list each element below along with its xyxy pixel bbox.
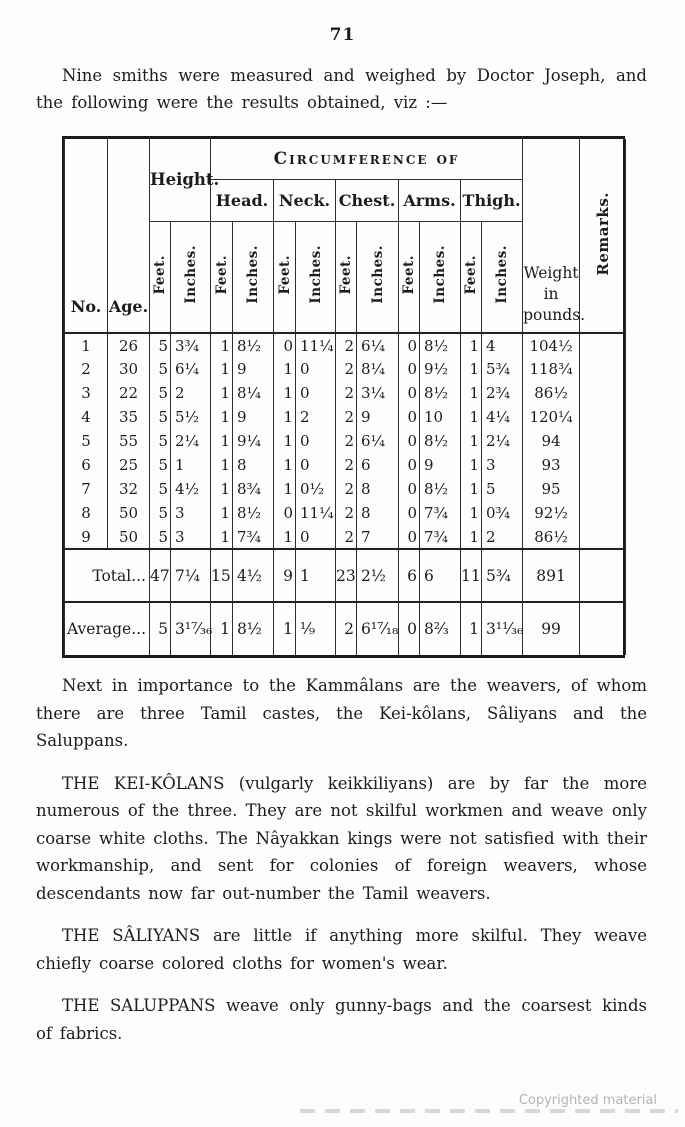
table-cell: 2¼ (171, 429, 211, 453)
table-cell: 6 (399, 549, 420, 602)
col-header-thigh: Thigh. (461, 179, 523, 221)
table-cell: 5¾ (482, 357, 523, 381)
table-cell: 3¼ (357, 381, 399, 405)
table-cell: 9 (274, 549, 296, 602)
feet-label: Feet. (338, 255, 355, 295)
col-header-neck-feet (274, 221, 296, 333)
table-cell: 2 (336, 405, 357, 429)
table-cell: 6¼ (357, 429, 399, 453)
table-cell: 11¼ (296, 501, 336, 525)
col-header-thigh-inches (482, 221, 523, 333)
table-cell: 50 (108, 525, 150, 549)
table-cell: 0 (274, 333, 296, 357)
col-header-neck-inches (296, 221, 336, 333)
table-cell: 1 (274, 453, 296, 477)
table-cell: 2½ (357, 549, 399, 602)
table-cell: 8½ (233, 602, 274, 655)
table-cell: 1 (461, 602, 482, 655)
table-cell: 8²⁄₃ (420, 602, 461, 655)
remarks-cell (580, 549, 626, 602)
table-cell: 0 (274, 501, 296, 525)
table-cell: 4½ (171, 477, 211, 501)
col-header-head: Head. (211, 179, 274, 221)
col-header-thigh-feet (461, 221, 482, 333)
remarks-cell (580, 357, 626, 381)
paragraph-saluppans: THE SALUPPANS weave only gunny-bags and the coarsest kinds of fabrics. (36, 996, 647, 1043)
table-cell: 3 (482, 453, 523, 477)
table-cell: 5 (482, 477, 523, 501)
table-cell: 5 (150, 453, 171, 477)
table-cell: 5 (150, 429, 171, 453)
table-cell: 1 (461, 453, 482, 477)
table-header-row-1 (65, 139, 626, 179)
table-cell: 8½ (420, 429, 461, 453)
table-cell: 1 (211, 333, 233, 357)
table-cell: 4 (65, 405, 108, 429)
table-cell: 0 (296, 357, 336, 381)
table-cell: 5 (150, 477, 171, 501)
table-cell: 6 (65, 453, 108, 477)
table-cell: 92½ (523, 501, 580, 525)
inches-label: Inches. (245, 245, 262, 305)
table-cell: 6¼ (171, 357, 211, 381)
table-cell: 8 (233, 453, 274, 477)
table-cell: 7¾ (233, 525, 274, 549)
table-cell: 5 (150, 525, 171, 549)
table-cell: 99 (523, 602, 580, 655)
table-cell: 1 (171, 453, 211, 477)
remarks-cell (580, 453, 626, 477)
table-cell: 2 (336, 381, 357, 405)
table-cell: 120¼ (523, 405, 580, 429)
table-cell: 1 (211, 405, 233, 429)
table-cell: 1 (274, 525, 296, 549)
table-cell: 7¼ (171, 549, 211, 602)
inches-label: Inches. (432, 245, 449, 305)
table-cell: 3 (171, 525, 211, 549)
table-cell: 118¾ (523, 357, 580, 381)
remarks-cell (580, 429, 626, 453)
table-cell: 8 (357, 477, 399, 501)
table-cell: 104½ (523, 333, 580, 357)
table-cell: 55 (108, 429, 150, 453)
table-cell: 47 (150, 549, 171, 602)
total-label: Total... (65, 549, 150, 602)
col-header-chest-feet (336, 221, 357, 333)
remarks-cell (580, 602, 626, 655)
table-cell: 11¼ (296, 333, 336, 357)
table-total-row (65, 549, 626, 602)
paragraph-saliyans: THE SÂLIYANS are little if anything more skilful. They weave chiefly coarse colored cloths for women's wear. (36, 926, 647, 973)
table-cell: 22 (108, 381, 150, 405)
copyright-notice: Copyrighted material (518, 1093, 657, 1108)
paragraph-weavers-intro: Next in importance to the Kammâlans are the weavers, of whom there are three Tamil castes, the Kei-kôlans, Sâliyans and the Saluppans. (36, 676, 647, 750)
table-row (65, 333, 626, 357)
table-cell: 1 (461, 405, 482, 429)
table-cell: 3 (65, 381, 108, 405)
table-cell: 30 (108, 357, 150, 381)
remarks-cell (580, 525, 626, 549)
table-cell: 93 (523, 453, 580, 477)
table-cell: 9¼ (233, 429, 274, 453)
inches-label: Inches. (307, 245, 324, 305)
table-cell: 1 (211, 429, 233, 453)
table-cell: 7 (65, 477, 108, 501)
table-cell: 0 (399, 405, 420, 429)
table-cell: 3¾ (171, 333, 211, 357)
table-cell: 0 (296, 381, 336, 405)
weight-label-line: pounds. (523, 306, 586, 324)
table-cell: 0 (296, 429, 336, 453)
feet-label: Feet. (152, 255, 168, 295)
table-cell: 7¾ (420, 501, 461, 525)
table-row (65, 357, 626, 381)
table-cell: 2¼ (482, 429, 523, 453)
col-header-weight (523, 139, 586, 333)
table-average-row (65, 602, 626, 655)
table-cell: 7 (357, 525, 399, 549)
table-cell: 0 (399, 333, 420, 357)
table-cell: 1 (274, 477, 296, 501)
col-header-arms: Arms. (399, 179, 461, 221)
table-cell: 1 (65, 333, 108, 357)
table-cell: 9½ (420, 357, 461, 381)
col-header-no: No. (65, 139, 108, 333)
paragraph-kei-kolans: THE KEI-KÔLANS (vulgarly keikkiliyans) are by far the more numerous of the three. They are not skilful workmen and weave only coarse white cloths. The Nâyakkan kings were not satisfied with their workmanship, and sent for colonies of foreign weavers, whose descendants now far out-number the Tamil weavers. (36, 773, 647, 903)
table-cell: 5 (150, 405, 171, 429)
table-cell: 9 (357, 405, 399, 429)
table-cell: 5½ (171, 405, 211, 429)
table-cell: 1 (274, 357, 296, 381)
table-cell: 891 (523, 549, 580, 602)
table-row (65, 525, 626, 549)
table-cell: 5 (150, 602, 171, 655)
col-header-age: Age. (108, 139, 150, 333)
table-cell: 2 (336, 453, 357, 477)
table-cell: 2 (336, 429, 357, 453)
table-cell: 8 (357, 501, 399, 525)
page-number: 71 (329, 25, 356, 45)
table-cell: 1 (211, 477, 233, 501)
col-header-arms-inches (420, 221, 461, 333)
table-cell: 0¾ (482, 501, 523, 525)
table-cell: 0 (399, 357, 420, 381)
table-cell: 1 (461, 333, 482, 357)
col-header-head-feet (211, 221, 233, 333)
table-cell: 2 (482, 525, 523, 549)
table-cell: 50 (108, 501, 150, 525)
table-cell: 8½ (233, 333, 274, 357)
table-row (65, 405, 626, 429)
table-cell: 9 (233, 357, 274, 381)
table-cell: 15 (211, 549, 233, 602)
table-cell: 2 (336, 357, 357, 381)
table-cell: 35 (108, 405, 150, 429)
col-header-height: Height. (150, 139, 211, 221)
table-cell: 26 (108, 333, 150, 357)
table-cell: 0 (296, 453, 336, 477)
remarks-cell (580, 381, 626, 405)
col-header-head-inches (233, 221, 274, 333)
table-cell: 1 (211, 525, 233, 549)
table-cell: 2 (336, 525, 357, 549)
table-cell: 0 (399, 429, 420, 453)
table-cell: 86½ (523, 381, 580, 405)
table-cell: 8½ (233, 501, 274, 525)
weight-label-line: in (543, 285, 559, 303)
table-cell: 2 (336, 477, 357, 501)
table-cell: 4 (482, 333, 523, 357)
table-cell: 7¾ (420, 525, 461, 549)
smiths-measurements-table (64, 139, 626, 655)
table-cell: 2 (65, 357, 108, 381)
table-cell: 0 (296, 525, 336, 549)
table-cell: 1 (274, 429, 296, 453)
feet-label: Feet. (401, 255, 418, 295)
table-cell: 1 (274, 405, 296, 429)
table-cell: 1 (461, 429, 482, 453)
table-cell: 0 (399, 381, 420, 405)
table-cell: 1 (461, 357, 482, 381)
table-cell: 1 (461, 525, 482, 549)
table-cell: 8¼ (233, 381, 274, 405)
table-cell: 6 (357, 453, 399, 477)
table-cell: 32 (108, 477, 150, 501)
remarks-cell (580, 405, 626, 429)
table-cell: 94 (523, 429, 580, 453)
table-row (65, 381, 626, 405)
intro-paragraph: Nine smiths were measured and weighed by Doctor Joseph, and the following were the results obtained, viz :— (36, 66, 647, 112)
table-cell: 9 (233, 405, 274, 429)
col-header-circumference: Circumference of (211, 139, 523, 179)
col-header-height-inches (171, 221, 211, 333)
table-cell: 6 (420, 549, 461, 602)
feet-label: Feet. (276, 255, 293, 295)
table-cell: 23 (336, 549, 357, 602)
table-cell: 0½ (296, 477, 336, 501)
table-cell: 25 (108, 453, 150, 477)
table-cell: 1 (296, 549, 336, 602)
table-cell: 1 (461, 381, 482, 405)
table-row (65, 429, 626, 453)
table-cell: 5 (65, 429, 108, 453)
table-cell: 8 (65, 501, 108, 525)
average-label: Average... (65, 602, 150, 655)
table-cell: 1 (211, 357, 233, 381)
table-row (65, 501, 626, 525)
table-cell: 8½ (420, 381, 461, 405)
table-cell: 10 (420, 405, 461, 429)
table-cell: 8½ (420, 333, 461, 357)
table-cell: 95 (523, 477, 580, 501)
inches-label: Inches. (182, 245, 199, 305)
col-header-chest: Chest. (336, 179, 399, 221)
table-cell: 2 (336, 501, 357, 525)
table-cell: 1 (211, 381, 233, 405)
table-cell: 3¹¹⁄₃₆ (482, 602, 523, 655)
table-cell: 2 (336, 602, 357, 655)
table-cell: 9 (65, 525, 108, 549)
table-row (65, 453, 626, 477)
feet-label: Feet. (213, 255, 230, 295)
remarks-cell (580, 477, 626, 501)
table-cell: 9 (420, 453, 461, 477)
table-cell: 5 (150, 381, 171, 405)
table-cell: 86½ (523, 525, 580, 549)
table-cell: 1 (461, 477, 482, 501)
table-cell: 1 (211, 501, 233, 525)
table-cell: 6¹⁷⁄₁₈ (357, 602, 399, 655)
table-cell: 5 (150, 333, 171, 357)
table-cell: 2¾ (482, 381, 523, 405)
remarks-label: Remarks. (593, 191, 612, 276)
remarks-cell (580, 501, 626, 525)
table-cell: 0 (399, 501, 420, 525)
table-cell: 11 (461, 549, 482, 602)
weight-label-line: Weight (523, 264, 579, 282)
table-cell: 8¾ (233, 477, 274, 501)
table-cell: 0 (399, 477, 420, 501)
table-cell: 1 (274, 381, 296, 405)
col-header-remarks (580, 139, 626, 333)
table-cell: 0 (399, 525, 420, 549)
measurements-table-border (62, 136, 625, 658)
table-cell: 5 (150, 357, 171, 381)
table-cell: 6¼ (357, 333, 399, 357)
table-cell: 8¼ (357, 357, 399, 381)
scan-artifact-strip (300, 1109, 678, 1113)
inches-label: Inches. (494, 245, 511, 305)
table-cell: 5 (150, 501, 171, 525)
table-cell: 4½ (233, 549, 274, 602)
table-cell: 2 (171, 381, 211, 405)
table-row (65, 477, 626, 501)
table-cell: 3¹⁷⁄₃₆ (171, 602, 211, 655)
col-header-arms-feet (399, 221, 420, 333)
table-cell: 2 (296, 405, 336, 429)
col-header-chest-inches (357, 221, 399, 333)
col-header-neck: Neck. (274, 179, 336, 221)
table-cell: 1 (274, 602, 296, 655)
table-cell: 4¼ (482, 405, 523, 429)
table-cell: 8½ (420, 477, 461, 501)
table-cell: 2 (336, 333, 357, 357)
feet-label: Feet. (463, 255, 480, 295)
table-cell: 0 (399, 602, 420, 655)
table-cell: 0 (399, 453, 420, 477)
table-cell: ¹⁄₉ (296, 602, 336, 655)
table-cell: 5¾ (482, 549, 523, 602)
table-cell: 1 (211, 602, 233, 655)
remarks-cell (580, 333, 626, 357)
table-cell: 3 (171, 501, 211, 525)
table-cell: 1 (461, 501, 482, 525)
table-cell: 1 (211, 453, 233, 477)
col-header-height-feet (150, 221, 171, 333)
inches-label: Inches. (369, 245, 386, 305)
